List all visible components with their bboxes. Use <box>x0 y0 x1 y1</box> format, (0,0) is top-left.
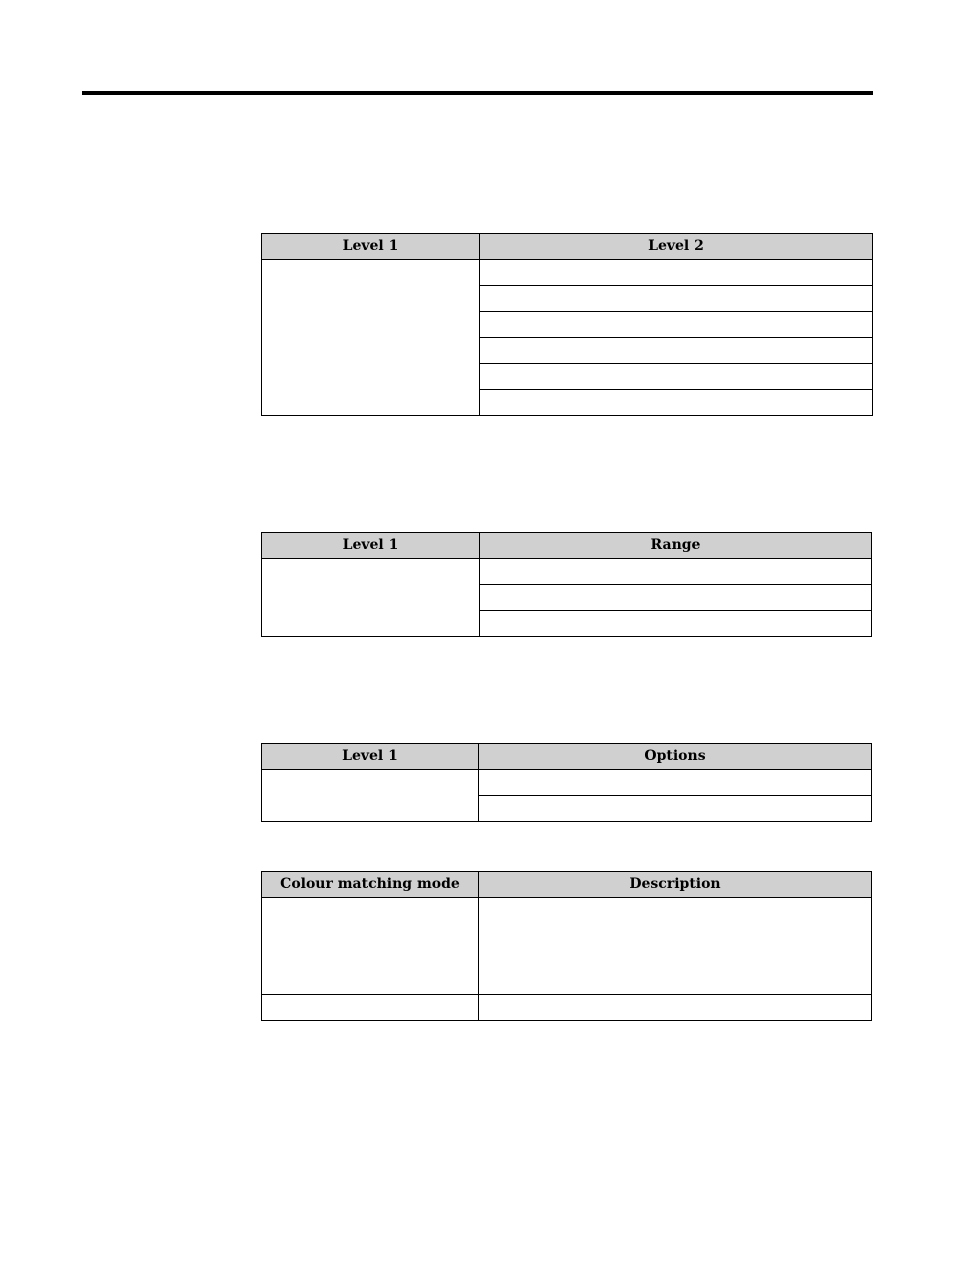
column-header-colour-matching-mode: Colour matching mode <box>262 872 479 898</box>
table-row <box>262 260 873 286</box>
level1-cell <box>262 559 480 637</box>
level2-cell <box>480 260 873 286</box>
column-header-level2: Level 2 <box>480 234 873 260</box>
range-cell <box>480 611 872 637</box>
option-cell <box>479 770 872 796</box>
header-rule <box>82 91 873 95</box>
column-header-description: Description <box>479 872 872 898</box>
column-header-level1: Level 1 <box>262 234 480 260</box>
table-header-row <box>262 872 872 898</box>
level2-cell <box>480 312 873 338</box>
level2-cell <box>480 286 873 312</box>
option-cell <box>479 796 872 822</box>
colour-matching-table <box>261 871 872 1021</box>
mode-cell <box>262 995 479 1021</box>
column-header-level1: Level 1 <box>262 533 480 559</box>
range-cell <box>480 585 872 611</box>
table-row <box>262 898 872 995</box>
description-cell <box>479 898 872 995</box>
column-header-level1: Level 1 <box>262 744 479 770</box>
level1-cell <box>262 770 479 822</box>
mode-cell <box>262 898 479 995</box>
column-header-range: Range <box>480 533 872 559</box>
table-row <box>262 559 872 585</box>
table-row <box>262 770 872 796</box>
options-table <box>261 743 872 822</box>
range-table <box>261 532 872 637</box>
table-header-row <box>262 234 873 260</box>
level-table <box>261 233 873 416</box>
level1-cell <box>262 260 480 416</box>
table-header-row <box>262 533 872 559</box>
table-row <box>262 995 872 1021</box>
range-cell <box>480 559 872 585</box>
table-header-row <box>262 744 872 770</box>
column-header-options: Options <box>479 744 872 770</box>
description-cell <box>479 995 872 1021</box>
level2-cell <box>480 338 873 364</box>
level2-cell <box>480 390 873 416</box>
level2-cell <box>480 364 873 390</box>
